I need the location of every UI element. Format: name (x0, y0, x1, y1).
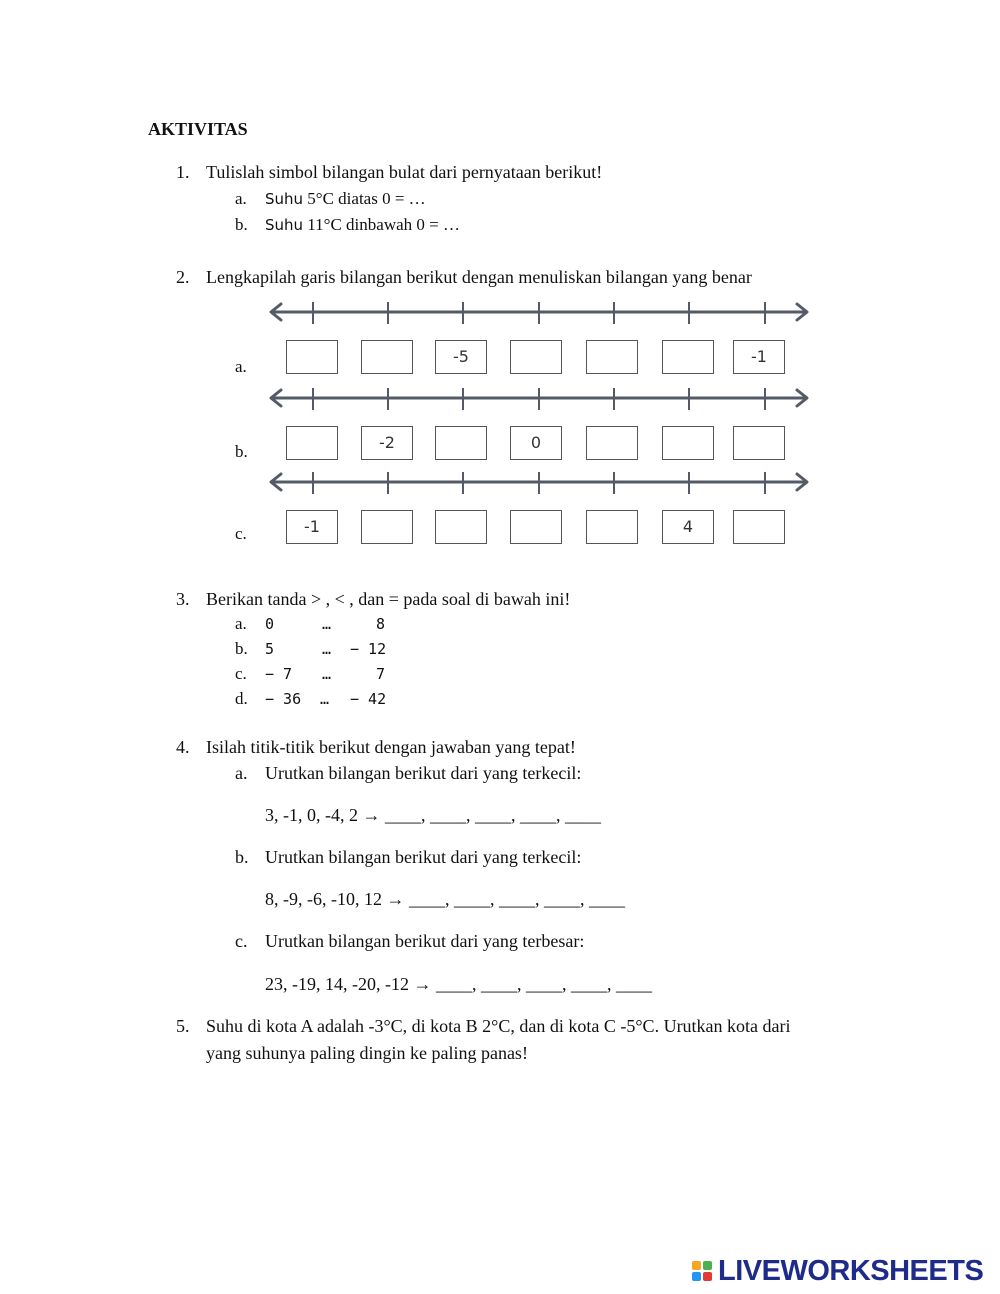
q1-item-a-letter: a. (235, 189, 247, 208)
logo-square-4 (703, 1272, 712, 1281)
number-line-axis (265, 302, 820, 332)
number-line-b (265, 388, 820, 458)
given-value-box: 0 (510, 426, 562, 460)
q1-item-b-prefix: Suhu (265, 216, 304, 234)
q2-line-c-letter: c. (235, 524, 247, 543)
given-value-box: -5 (435, 340, 487, 374)
answer-box[interactable] (435, 510, 487, 544)
q3-item-a-letter: a. (235, 614, 247, 633)
q3-item-a-right: 8 (376, 615, 386, 633)
q3-item-d-left: − 36 (265, 690, 302, 708)
q2-line-b-letter: b. (235, 442, 248, 461)
answer-box[interactable] (435, 426, 487, 460)
given-value-box: -2 (361, 426, 413, 460)
q3-item-d-letter: d. (235, 689, 248, 708)
liveworksheets-logo[interactable] (692, 1254, 983, 1288)
q3-item-a-dots: … (322, 615, 332, 633)
q1-item-a-rest: 5°C diatas 0 = … (303, 189, 426, 208)
q3-item-b-left: 5 (265, 640, 275, 658)
logo-square-3 (692, 1272, 701, 1281)
activity-title: AKTIVITAS (148, 119, 248, 139)
answer-box[interactable] (361, 510, 413, 544)
q3-text: Berikan tanda > , < , dan = pada soal di bawah ini! (206, 589, 571, 609)
q4-item-c-instruction: Urutkan bilangan berikut dari yang terbesar: (265, 931, 585, 951)
q4-item-b-letter: b. (235, 847, 249, 867)
q4-number: 4. (176, 737, 190, 757)
answer-box[interactable] (510, 510, 562, 544)
number-line-c (265, 472, 820, 542)
q4-item-a-letter: a. (235, 763, 248, 783)
answer-box[interactable] (361, 340, 413, 374)
q4-text: Isilah titik-titik berikut dengan jawaban yang tepat! (206, 737, 576, 757)
q5-line-2: yang suhunya paling dingin ke paling panas! (206, 1043, 528, 1063)
given-value-box: 4 (662, 510, 714, 544)
q4-item-a-sequence[interactable]: 3, -1, 0, -4, 2 → ____, ____, ____, ____, ____ (265, 805, 601, 825)
q3-item-c-letter: c. (235, 664, 247, 683)
q4-item-b-sequence[interactable]: 8, -9, -6, -10, 12 → ____, ____, ____, ____, ____ (265, 889, 625, 909)
number-line-axis (265, 388, 820, 418)
q3-item-c-right: 7 (376, 665, 386, 683)
q4-item-b-instruction: Urutkan bilangan berikut dari yang terkecil: (265, 847, 582, 867)
q4-item-c-sequence[interactable]: 23, -19, 14, -20, -12 → ____, ____, ____, ____, ____ (265, 974, 652, 994)
q1-number: 1. (176, 162, 190, 182)
answer-box[interactable] (662, 340, 714, 374)
q2-text: Lengkapilah garis bilangan berikut dengan menuliskan bilangan yang benar (206, 267, 752, 287)
q1-item-a-prefix: Suhu (265, 190, 304, 208)
q3-item-d-right: − 42 (350, 690, 387, 708)
given-value-box: -1 (286, 510, 338, 544)
q1-item-b-letter: b. (235, 215, 248, 234)
q2-line-a-letter: a. (235, 357, 247, 376)
q1-item-b-rest: 11°C dinbawah 0 = … (303, 215, 460, 234)
q3-item-b-letter: b. (235, 639, 248, 658)
q3-item-b-right: − 12 (350, 640, 387, 658)
answer-box[interactable] (286, 340, 338, 374)
answer-box[interactable] (586, 510, 638, 544)
answer-box[interactable] (733, 510, 785, 544)
q3-item-c-left: − 7 (265, 665, 293, 683)
logo-text: LIVEWORKSHEETS (718, 1254, 984, 1287)
number-line-a (265, 302, 820, 372)
q5-number: 5. (176, 1016, 190, 1036)
q3-item-d-dots: … (320, 690, 330, 708)
logo-mark-icon (692, 1261, 712, 1281)
q3-item-b-dots: … (322, 640, 332, 658)
given-value-box: -1 (733, 340, 785, 374)
answer-box[interactable] (586, 426, 638, 460)
q3-item-c-dots: … (322, 665, 332, 683)
logo-square-2 (703, 1261, 712, 1270)
answer-box[interactable] (662, 426, 714, 460)
q1-text: Tulislah simbol bilangan bulat dari pernyataan berikut! (206, 162, 603, 182)
logo-square-1 (692, 1261, 701, 1270)
q4-item-a-instruction: Urutkan bilangan berikut dari yang terkecil: (265, 763, 582, 783)
q1-item-b (265, 215, 460, 235)
answer-box[interactable] (510, 340, 562, 374)
q5-line-1: Suhu di kota A adalah -3°C, di kota B 2°C, dan di kota C -5°C. Urutkan kota dari (206, 1016, 791, 1036)
number-line-axis (265, 472, 820, 502)
q3-item-a-left: 0 (265, 615, 275, 633)
q1-item-a (265, 189, 426, 209)
answer-box[interactable] (586, 340, 638, 374)
answer-box[interactable] (286, 426, 338, 460)
answer-box[interactable] (733, 426, 785, 460)
q4-item-c-letter: c. (235, 931, 248, 951)
q2-number: 2. (176, 267, 190, 287)
q3-number: 3. (176, 589, 190, 609)
